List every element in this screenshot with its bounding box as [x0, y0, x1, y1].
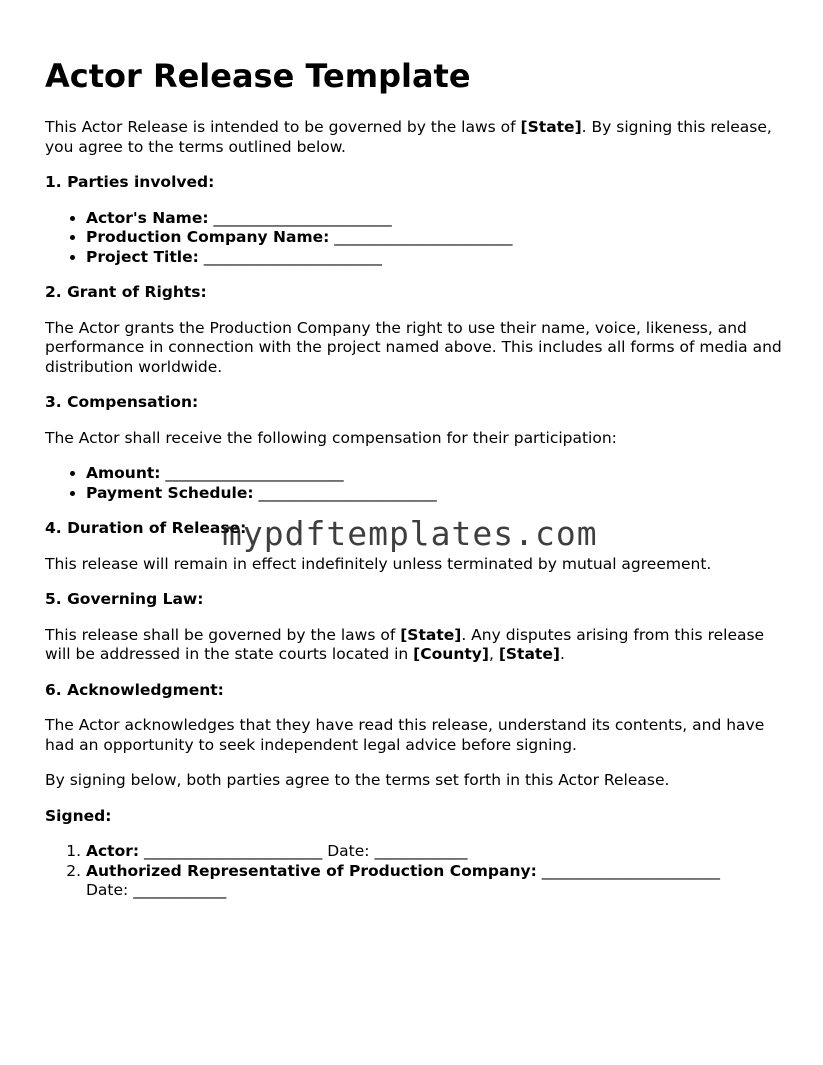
parties-heading: 1. Parties involved: — [45, 173, 215, 191]
governing-heading: 5. Governing Law: — [45, 590, 204, 608]
actor-date-blank[interactable]: ____________ — [374, 842, 468, 860]
actor-signature-label: Actor: — [86, 842, 140, 860]
compensation-list — [45, 464, 785, 503]
representative-signature-label: Authorized Representative of Production Company: — [86, 861, 537, 880]
compensation-paragraph: The Actor shall receive the following compensation for their participation: — [45, 428, 617, 447]
project-title-label: Project Title: — [86, 247, 199, 266]
watermark: mypdftemplates.com — [222, 514, 598, 553]
acknowledgment-heading: 6. Acknowledgment: — [45, 680, 224, 699]
governing-state-placeholder: [State] — [400, 625, 462, 644]
document-page — [45, 56, 785, 917]
actor-date-label: Date: — [327, 842, 370, 860]
representative-signature-blank[interactable]: _______________________ — [541, 861, 720, 880]
duration-paragraph: This release will remain in effect indefinitely unless terminated by mutual agreement. — [45, 554, 712, 573]
intro-text-1: This Actor Release is intended to be governed by the laws of — [45, 118, 521, 136]
agreement-paragraph: By signing below, both parties agree to the terms set forth in this Actor Release. — [45, 771, 670, 789]
governing-separator: , — [488, 645, 499, 663]
governing-text-1: This release shall be governed by the laws of — [45, 625, 401, 644]
governing-paragraph — [45, 626, 785, 665]
production-company-blank[interactable]: _______________________ — [334, 228, 513, 246]
actor-name-blank[interactable]: _______________________ — [213, 208, 392, 227]
amount-label: Amount: — [86, 464, 161, 482]
intro-state-placeholder: [State] — [520, 118, 582, 136]
signed-heading: Signed: — [45, 806, 112, 825]
duration-heading: 4. Duration of Release: — [45, 519, 247, 537]
list-item — [86, 484, 785, 504]
page-title: Actor Release Template — [45, 57, 471, 95]
intro-text-2: . By signing this release, you agree to the terms outlined below. — [45, 118, 772, 156]
parties-list — [45, 209, 785, 268]
governing-text-3: . — [559, 645, 565, 663]
amount-blank[interactable]: _______________________ — [165, 464, 344, 482]
list-item — [86, 248, 785, 268]
representative-date-blank[interactable]: ____________ — [133, 881, 227, 899]
compensation-heading: 3. Compensation: — [45, 393, 199, 411]
payment-schedule-label: Payment Schedule: — [86, 483, 254, 502]
actor-signature-blank[interactable]: _______________________ — [144, 842, 323, 860]
payment-schedule-blank[interactable]: _______________________ — [258, 483, 437, 502]
grant-paragraph: The Actor grants the Production Company the right to use their name, voice, likeness, and performance in connection with the project named above. This includes all forms of media and distribution worldwide. — [45, 318, 782, 376]
representative-date-label: Date: — [86, 881, 129, 899]
acknowledgment-paragraph: The Actor acknowledges that they have read this release, understand its contents, and have had an opportunity to seek independent legal advice before signing. — [45, 716, 765, 754]
project-title-blank[interactable]: _______________________ — [203, 247, 382, 266]
grant-heading: 2. Grant of Rights: — [45, 283, 207, 301]
county-placeholder: [County] — [413, 645, 489, 663]
list-item — [86, 464, 785, 484]
intro-paragraph — [45, 118, 785, 157]
actor-name-label: Actor's Name: — [86, 208, 209, 227]
signature-list — [45, 842, 785, 901]
list-item — [86, 862, 785, 901]
list-item — [86, 209, 785, 229]
production-company-label: Production Company Name: — [86, 228, 330, 246]
list-item — [86, 842, 785, 862]
governing-text-2: . Any disputes arising from this release will be addressed in the state courts located in — [45, 625, 765, 663]
governing-state-placeholder-2: [State] — [498, 645, 560, 663]
list-item — [86, 228, 785, 248]
